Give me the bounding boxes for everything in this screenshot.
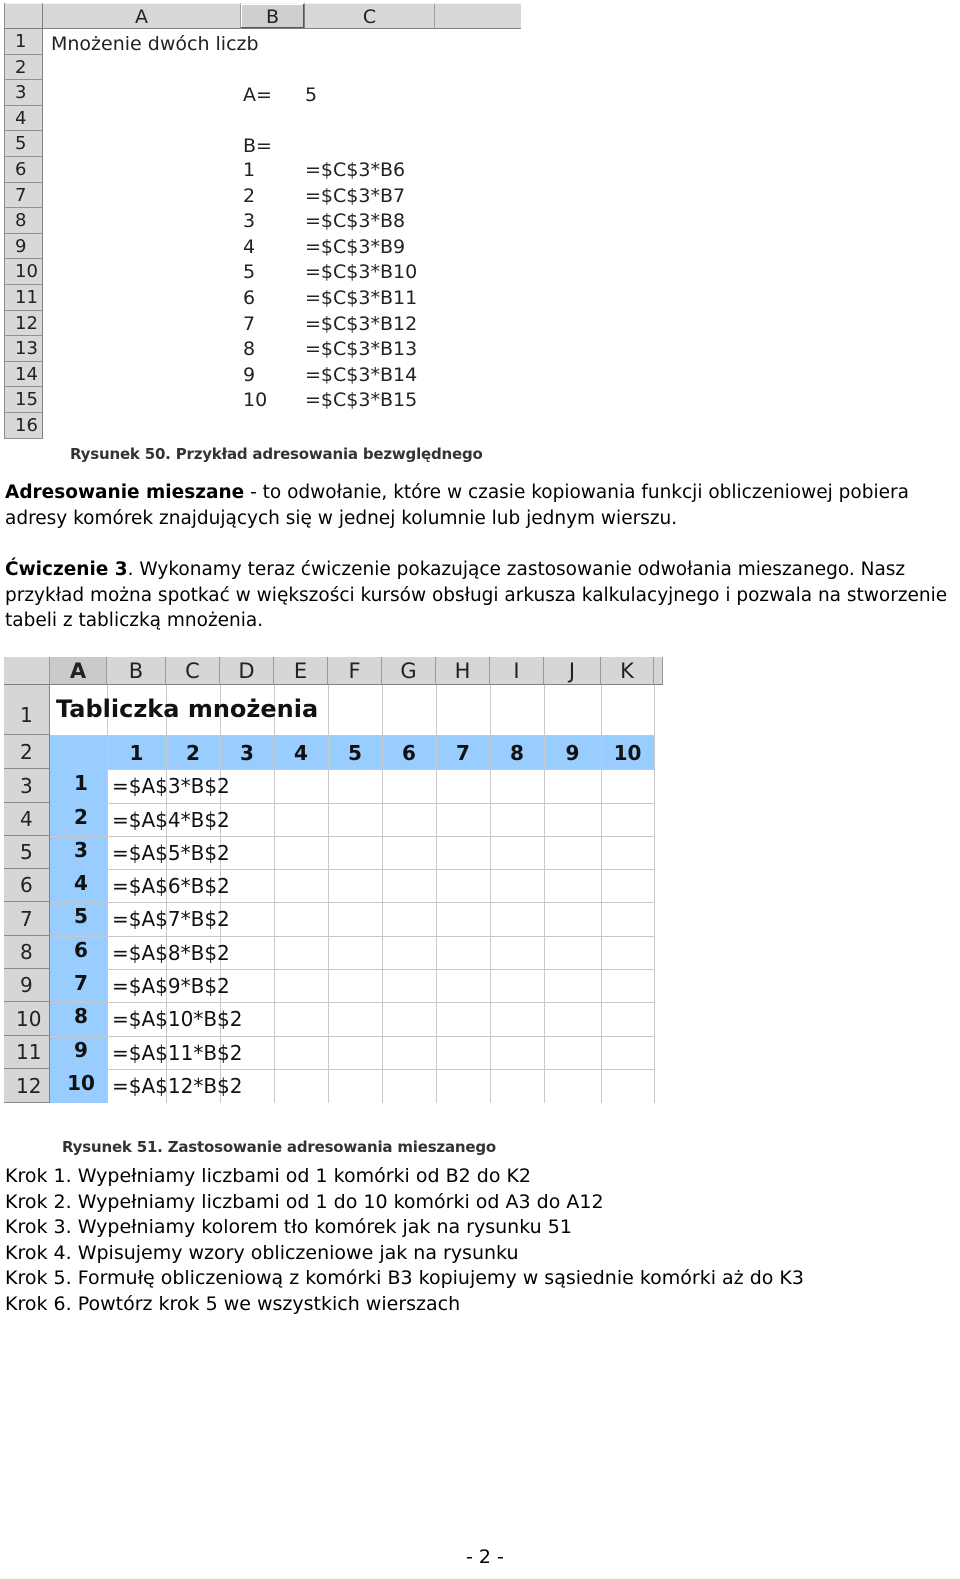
formula-cell: =$C$3*B11 <box>305 287 418 309</box>
grid-line-horizontal <box>50 735 654 736</box>
row-header-7: 7 <box>4 902 50 936</box>
corner-header <box>4 657 50 685</box>
row-number-cell: 5 <box>74 904 88 928</box>
formula-cell: =$A$6*B$2 <box>112 874 230 898</box>
paragraph-mixed-addressing-text: - to odwołanie, które w czasie kopiowania funkcji obliczeniowej pobiera adresy komórek znajdujących się w jednej kolumnie lub jednym wierszu. <box>5 482 909 529</box>
b-value-cell: 2 <box>243 184 256 207</box>
table-title: Tabliczka mnożenia <box>56 695 319 723</box>
row-header-15: 15 <box>5 387 43 413</box>
corner-header <box>5 3 43 29</box>
formula-cell: =$C$3*B12 <box>305 312 418 335</box>
formula-cell: =$A$9*B$2 <box>112 974 230 998</box>
row-header-10: 10 <box>5 259 43 285</box>
formula-cell: =$C$3*B8 <box>305 210 406 233</box>
grid-line-horizontal <box>50 869 654 870</box>
row-header-11: 11 <box>5 285 43 311</box>
formula-cell: =$A$3*B$2 <box>112 774 230 798</box>
row-header-8: 8 <box>4 936 50 969</box>
row-header-12: 12 <box>5 311 43 337</box>
paragraph-exercise-3 <box>5 557 957 634</box>
column-header-blank <box>435 3 521 29</box>
row-header-9: 9 <box>4 969 50 1002</box>
row-number-cell: 3 <box>74 838 88 862</box>
row-header-3: 3 <box>5 80 43 106</box>
header-number-cell: 9 <box>565 741 580 765</box>
row-header-2: 2 <box>5 55 43 81</box>
column-header-a: A <box>50 657 107 685</box>
formula-cell: =$A$12*B$2 <box>112 1074 243 1098</box>
b-value-cell: 4 <box>243 235 256 258</box>
row-header-7: 7 <box>5 183 43 209</box>
steps-list <box>5 1164 804 1318</box>
header-number-cell: 7 <box>456 741 470 765</box>
grid-line-horizontal <box>50 803 654 804</box>
step-5: Krok 5. Formułę obliczeniową z komórki B3 kopiujemy w sąsiednie komórki aż do K3 <box>5 1267 804 1290</box>
row-number-cell: 1 <box>74 771 88 795</box>
grid-line-horizontal <box>50 1069 654 1070</box>
grid-line-horizontal <box>50 969 654 970</box>
row-header-11: 11 <box>4 1036 50 1069</box>
row-number-cell: 8 <box>74 1004 88 1028</box>
header-number-cell: 10 <box>613 741 642 765</box>
row-header-4: 4 <box>4 803 50 836</box>
column-header-c: C <box>305 3 435 29</box>
grid-line-horizontal <box>50 936 654 937</box>
header-number-cell: 6 <box>402 741 416 765</box>
figure-51-spreadsheet <box>4 657 663 1103</box>
row-number-cell: 4 <box>74 871 88 895</box>
column-header-c: C <box>166 657 220 685</box>
grid-line-horizontal <box>50 902 654 903</box>
b-value-cell: 10 <box>243 389 268 412</box>
b-value-cell: 3 <box>243 210 256 233</box>
b-value-cell: 6 <box>243 287 256 309</box>
b-value-cell: 9 <box>243 363 256 386</box>
paragraph-mixed-addressing <box>5 480 945 531</box>
row-number-cell: 7 <box>74 971 88 995</box>
formula-cell: =$C$3*B9 <box>305 235 406 258</box>
header-number-cell: 2 <box>186 741 200 765</box>
header-number-cell: 5 <box>348 741 362 765</box>
grid-line-horizontal <box>50 769 654 770</box>
column-header-e: E <box>274 657 328 685</box>
formula-cell: =$A$4*B$2 <box>112 808 230 832</box>
a-label-cell: A= <box>243 84 272 106</box>
row-number-cell: 2 <box>74 805 88 829</box>
formula-cell: =$A$11*B$2 <box>112 1041 243 1065</box>
title-cell: Mnożenie dwóch liczb <box>51 33 259 55</box>
column-header-g: G <box>382 657 436 685</box>
column-header-h: H <box>436 657 490 685</box>
row-header-16: 16 <box>5 413 43 439</box>
formula-cell: =$A$7*B$2 <box>112 907 230 931</box>
paragraph-exercise-3-text: . Wykonamy teraz ćwiczenie pokazujące zastosowanie odwołania mieszanego. Nasz przykład można spotkać w większości kursów obsługi arkusza kalkulacyjnego i pozwala na stworzenie tabeli z tabliczką mnożenia. <box>5 559 948 631</box>
figure-50-spreadsheet <box>4 3 521 439</box>
a-value-cell: 5 <box>305 84 318 106</box>
formula-cell: =$C$3*B13 <box>305 338 418 361</box>
formula-cell: =$A$5*B$2 <box>112 841 230 865</box>
formula-cell: =$C$3*B6 <box>305 159 406 181</box>
formula-cell: =$C$3*B7 <box>305 184 406 207</box>
formula-cell: =$C$3*B15 <box>305 389 418 412</box>
header-number-cell: 8 <box>510 741 524 765</box>
grid-line-vertical <box>107 685 108 1103</box>
b-value-cell: 8 <box>243 338 256 361</box>
step-4: Krok 4. Wpisujemy wzory obliczeniowe jak na rysunku <box>5 1241 519 1264</box>
step-2: Krok 2. Wypełniamy liczbami od 1 do 10 komórki od A3 do A12 <box>5 1190 604 1213</box>
b-value-cell: 7 <box>243 312 256 335</box>
row-header-2: 2 <box>4 735 50 769</box>
step-6: Krok 6. Powtórz krok 5 we wszystkich wierszach <box>5 1292 461 1315</box>
column-header-a: A <box>43 3 241 29</box>
formula-cell: =$C$3*B10 <box>305 261 418 284</box>
column-header-i: I <box>490 657 544 685</box>
formula-cell: =$A$8*B$2 <box>112 941 230 965</box>
row-header-6: 6 <box>4 869 50 902</box>
row-header-3: 3 <box>4 769 50 803</box>
row-header-1: 1 <box>5 29 43 55</box>
row-header-5: 5 <box>5 131 43 157</box>
column-header-f: F <box>328 657 382 685</box>
row-number-cell: 6 <box>74 938 88 962</box>
header-number-cell: 3 <box>240 741 254 765</box>
row-header-10: 10 <box>4 1002 50 1036</box>
column-header-d: D <box>220 657 274 685</box>
row-header-6: 6 <box>5 157 43 183</box>
figure-50-caption: Rysunek 50. Przykład adresowania bezwględnego <box>70 445 483 463</box>
row-header-13: 13 <box>5 336 43 362</box>
b-label-cell: B= <box>243 135 272 157</box>
figure-51-caption: Rysunek 51. Zastosowanie adresowania mieszanego <box>62 1138 496 1156</box>
header-number-cell: 4 <box>294 741 308 765</box>
row-header-8: 8 <box>5 208 43 234</box>
column-header-j: J <box>544 657 601 685</box>
grid-line-horizontal <box>50 1002 654 1003</box>
row-header-1: 1 <box>4 685 50 735</box>
step-1: Krok 1. Wypełniamy liczbami od 1 komórki od B2 do K2 <box>5 1165 532 1187</box>
formula-cell: =$C$3*B14 <box>305 363 418 386</box>
row-number-cell: 10 <box>67 1071 95 1095</box>
column-header-k: K <box>601 657 654 685</box>
row-header-4: 4 <box>5 106 43 132</box>
formula-cell: =$A$10*B$2 <box>112 1007 243 1031</box>
column-header-b: B <box>241 3 305 29</box>
column-header-b: B <box>107 657 166 685</box>
row-header-14: 14 <box>5 362 43 388</box>
page-number: - 2 - <box>466 1546 504 1568</box>
row-number-cell: 9 <box>74 1038 88 1062</box>
row-header-12: 12 <box>4 1069 50 1103</box>
column-header-blank <box>654 657 663 685</box>
row-headers <box>5 29 43 439</box>
b-value-cell: 1 <box>243 159 256 181</box>
row-header-9: 9 <box>5 234 43 260</box>
header-number-cell: 1 <box>129 741 144 765</box>
row-header-5: 5 <box>4 836 50 869</box>
grid-line-horizontal <box>50 1036 654 1037</box>
exercise-3-label: Ćwiczenie 3 <box>5 559 128 580</box>
b-value-cell: 5 <box>243 261 256 284</box>
term-mixed-addressing: Adresowanie mieszane <box>5 482 245 503</box>
step-3: Krok 3. Wypełniamy kolorem tło komórek jak na rysunku 51 <box>5 1216 572 1239</box>
grid-line-horizontal <box>50 836 654 837</box>
